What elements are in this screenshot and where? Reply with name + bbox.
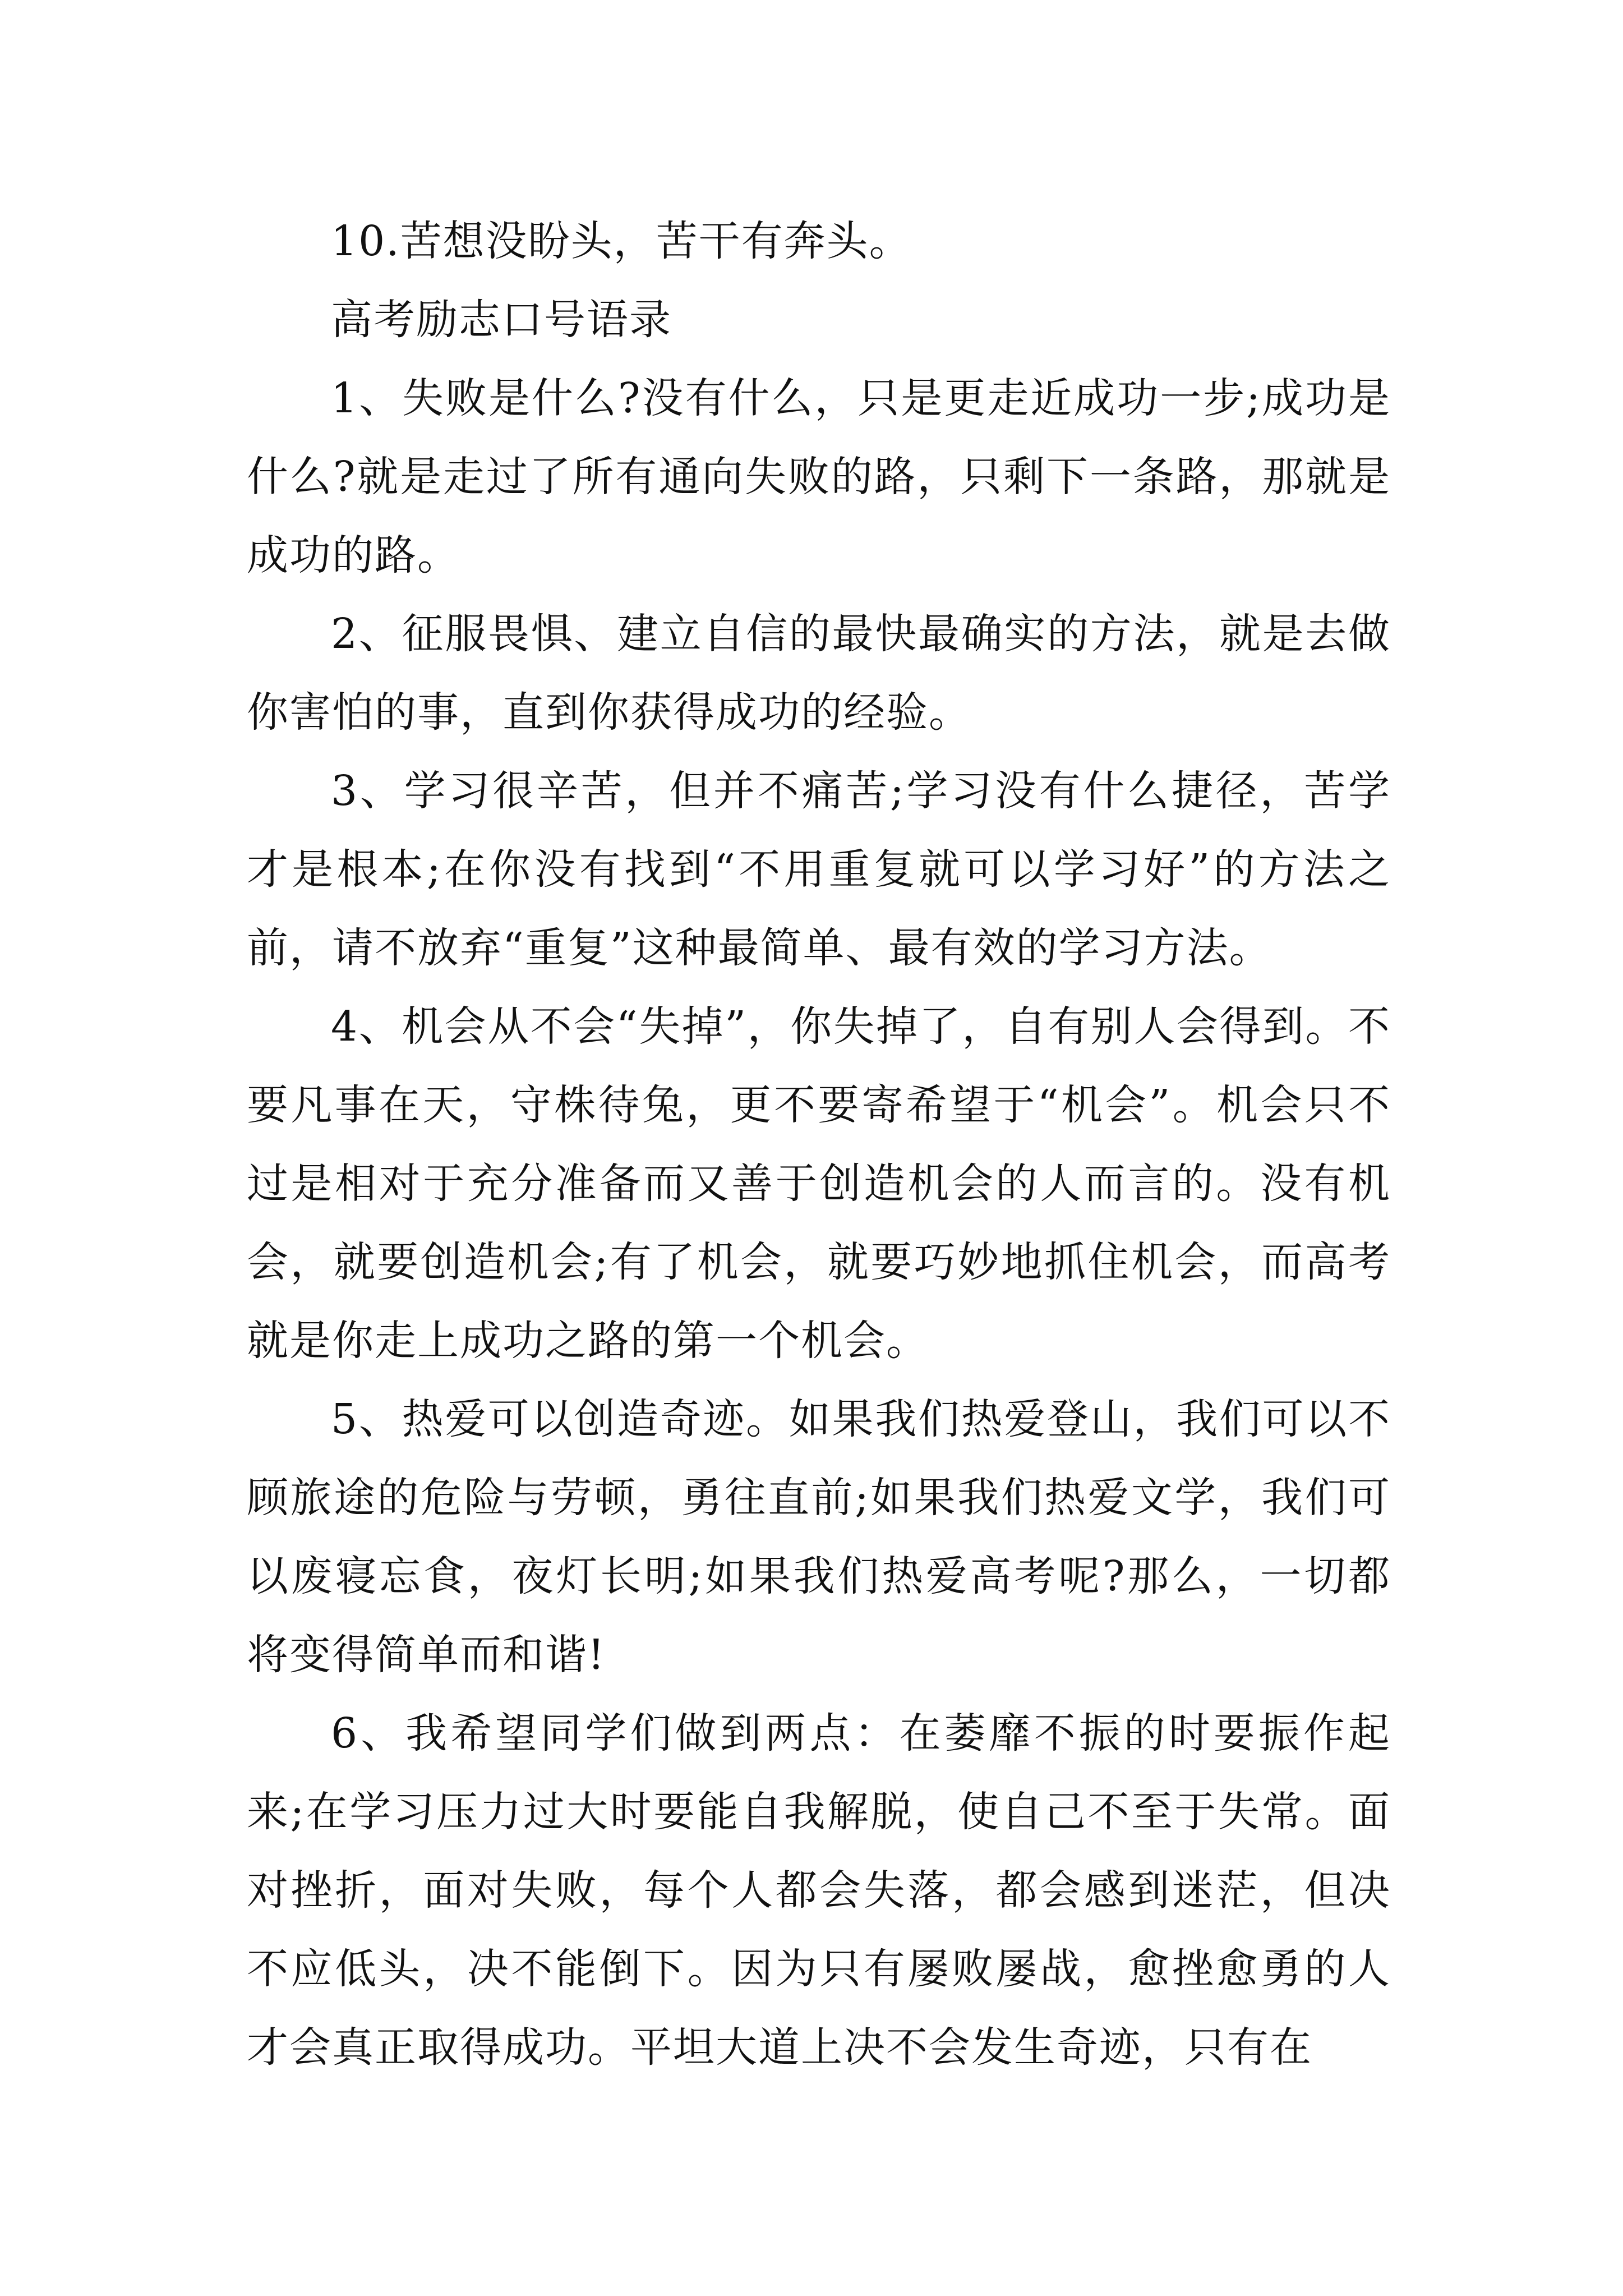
document-body: [247, 202, 1391, 2087]
quote-item-1: 1、失败是什么?没有什么，只是更走近成功一步;成功是什么?就是走过了所有通向失败的路，只剩下一条路，那就是成功的路。: [247, 374, 1391, 579]
quote-item-3: 3、学习很辛苦，但并不痛苦;学习没有什么捷径，苦学才是根本;在你没有找到“不用重复就可以学习好”的方法之前，请不放弃“重复”这种最简单、最有效的学习方法。: [247, 767, 1391, 972]
slogan-item-10: 10.苦想没盼头，苦干有奔头。: [331, 217, 912, 265]
section-heading: 高考励志口号语录: [331, 296, 672, 344]
quote-item-6: 6、我希望同学们做到两点：在萎靡不振的时要振作起来;在学习压力过大时要能自我解脱，使自己不至于失常。面对挫折，面对失败，每个人都会失落，都会感到迷茫，但决不应低头，决不能倒下。因为只有屡败屡战，愈挫愈勇的人才会真正取得成功。平坦大道上决不会发生奇迹，只有在: [247, 1709, 1391, 2072]
quote-item-5: 5、热爱可以创造奇迹。如果我们热爱登山，我们可以不顾旅途的危险与劳顿，勇往直前;如果我们热爱文学，我们可以废寝忘食，夜灯长明;如果我们热爱高考呢?那么，一切都将变得简单而和谐!: [247, 1395, 1391, 1679]
quote-item-2: 2、征服畏惧、建立自信的最快最确实的方法，就是去做你害怕的事，直到你获得成功的经验。: [247, 610, 1391, 737]
quote-item-4: 4、机会从不会“失掉”，你失掉了，自有别人会得到。不要凡事在天，守株待兔，更不要寄希望于“机会”。机会只不过是相对于充分准备而又善于创造机会的人而言的。没有机会，就要创造机会;有了机会，就要巧妙地抓住机会，而高考就是你走上成功之路的第一个机会。: [247, 1002, 1391, 1365]
